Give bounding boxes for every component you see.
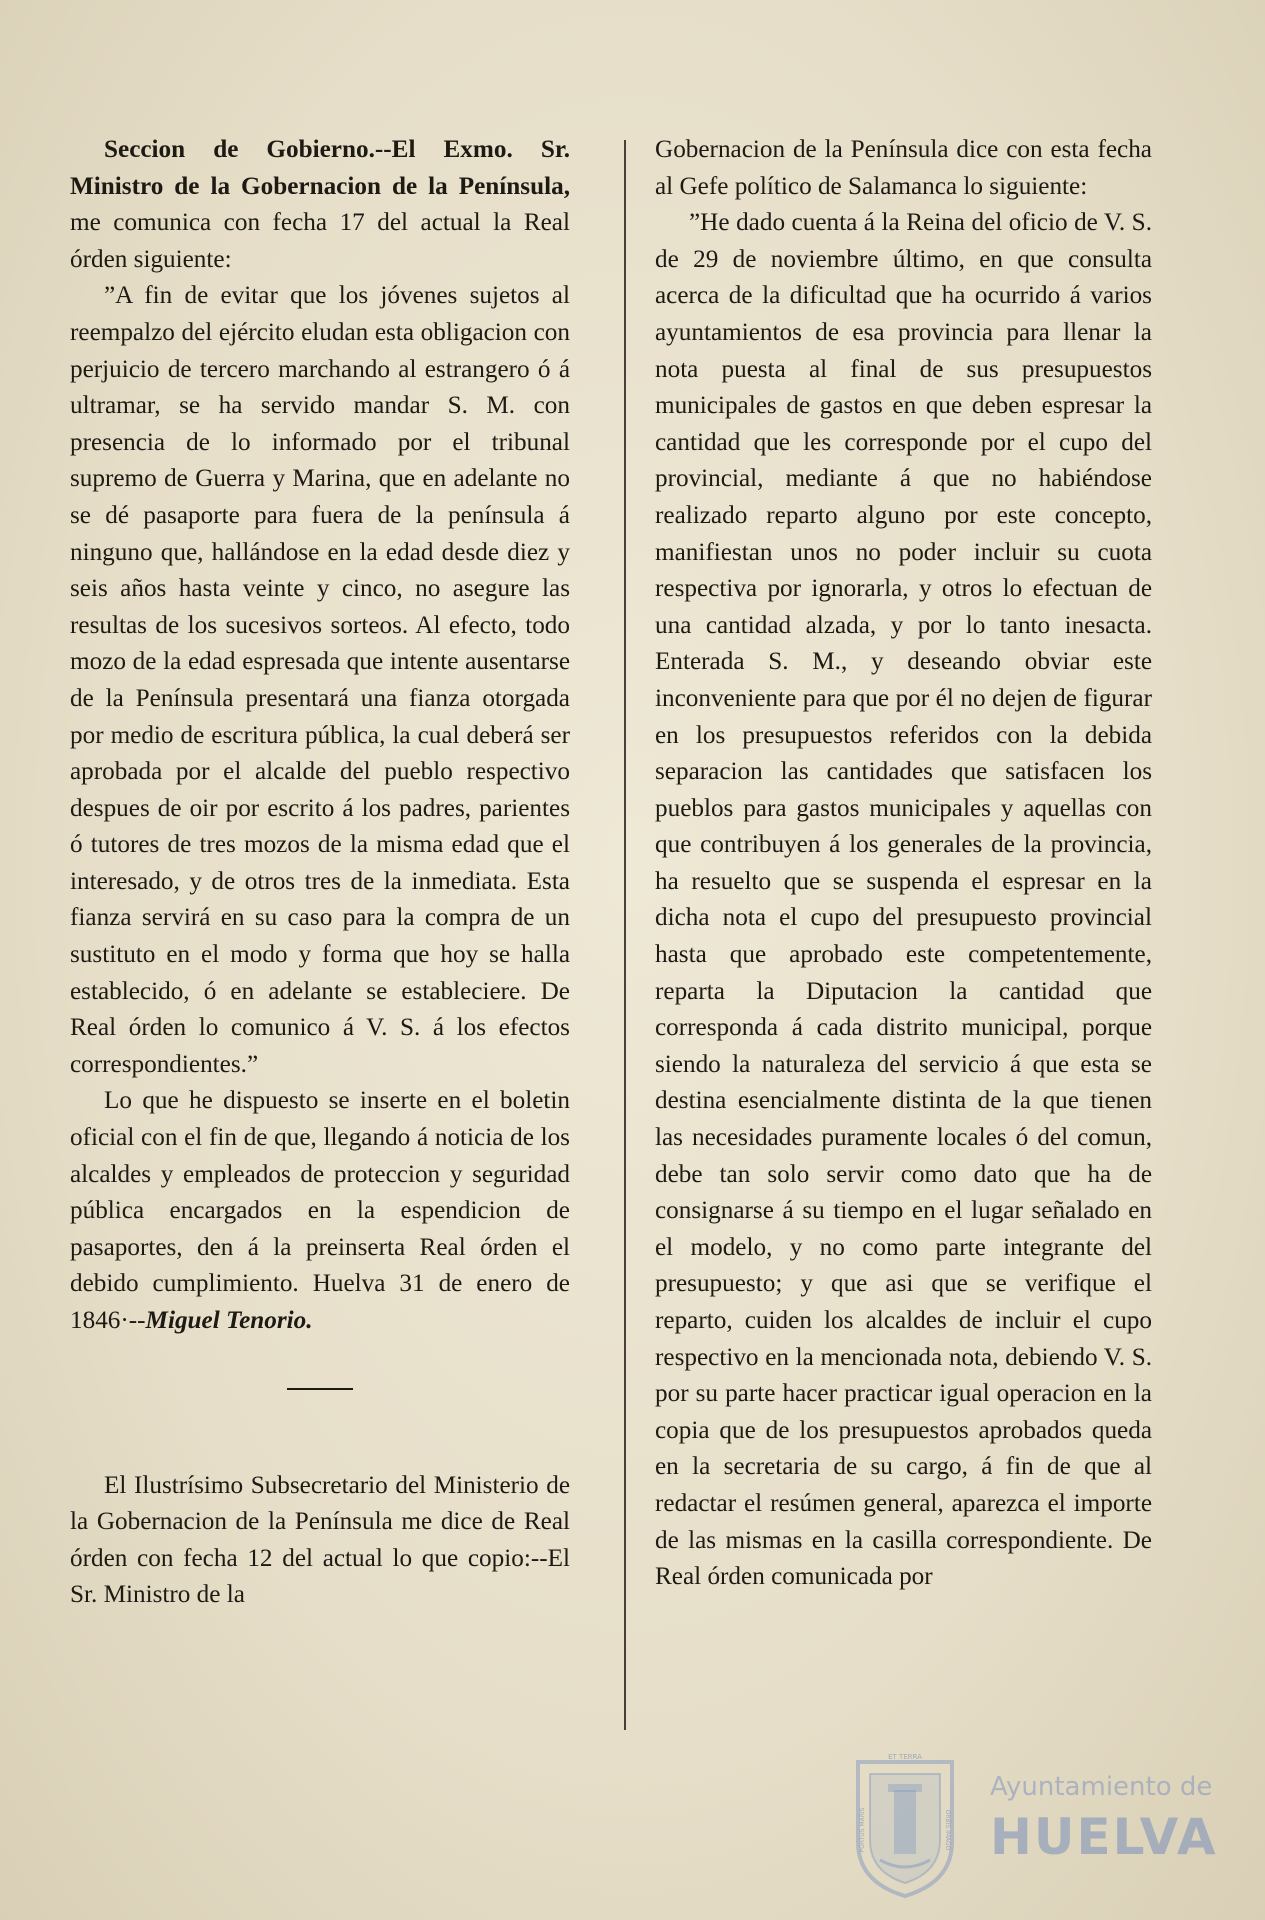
right-column: [655, 132, 1152, 1596]
left-paragraph-1: [70, 132, 570, 278]
huelva-shield-icon: [850, 1750, 960, 1900]
watermark-line-1: Ayuntamiento de: [990, 1772, 1213, 1802]
signature: Miguel Tenorio.: [145, 1307, 313, 1334]
left-paragraph-3-text: Lo que he dispuesto se inserte en el boletin oficial con el fin de que, llegando á noticia de los alcaldes y empleados de proteccion y seguridad pública encargados en la espendicion de pasaportes, den á la preinserta Real órden el debido cumplimiento. Huelva 31 de enero de 1846·--: [70, 1087, 570, 1334]
left-paragraph-4: El Ilustrísimo Subsecretario del Ministerio de la Gobernacion de la Península me dice de Real órden con fecha 12 del actual lo que copio:--El Sr. Ministro de la: [70, 1471, 570, 1609]
section-heading: Seccion de Gobierno.--El Exmo. Sr. Ministro de la Gobernacion de la Península,: [70, 136, 570, 200]
shield-motto-right: ORBIS IMAGO: [944, 1809, 951, 1851]
left-paragraph-3: [70, 1083, 570, 1339]
left-column: [70, 132, 570, 1614]
shield-motto-left: PORTUS MARIS: [859, 1807, 866, 1853]
section-divider: [287, 1388, 353, 1390]
right-paragraph-1: Gobernacion de la Península dice con esta fecha al Gefe político de Salamanca lo siguiente:: [655, 136, 1152, 200]
column-rule: [624, 140, 626, 1730]
right-paragraph-2: ”He dado cuenta á la Reina del oficio de V. S. de 29 de noviembre último, en que consulta acerca de la dificultad que ha ocurrido á varios ayuntamientos de esa provincia para llenar la nota puesta al final de sus presupuestos municipales de gastos en que deben espresar la cantidad que les corresponde por el cupo del provincial, mediante á que no habiéndose realizado reparto alguno por este concepto, manifiestan unos no poder incluir su cuota respectiva por ignorarla, y otros lo efectuan de una cantidad alzada, y por lo tanto inesacta. Enterada S. M., y deseando obviar este inconveniente para que por él no dejen de figurar en los presupuestos referidos con la debida separacion las cantidades que satisfacen los pueblos para gastos municipales y aquellas con que contribuyen á los generales de la provincia, ha resuelto que se suspenda el espresar en la dicha nota el cupo del presupuesto provincial hasta que aprobado este competentemente, reparta la Diputacion la cantidad que corresponda á cada distrito municipal, porque siendo la naturaleza del servicio á que esta se destina esencialmente distinta de la que tienen las necesidades puramente locales ó del comun, debe tan solo servir como dato que ha de consignarse á su tiempo en el lugar señalado en el modelo, y no como parte integrante del presupuesto; y que asi que se verifique el reparto, cuiden los alcaldes de incluir el cupo respectivo en la mencionada nota, debiendo V. S. por su parte hacer practicar igual operacion en la copia que de los presupuestos aprobados queda en la secretaria de su cargo, á fin de que al redactar el resúmen general, aparezca el importe de las mismas en la casilla correspondiente. De Real órden comunicada por: [655, 209, 1152, 1591]
watermark-logo: [850, 1750, 1250, 1900]
shield-motto-top: ET TERRA: [888, 1753, 922, 1761]
left-paragraph-1-rest: me comunica con fecha 17 del actual la Real órden siguiente:: [70, 209, 570, 273]
left-paragraph-2: ”A fin de evitar que los jóvenes sujetos al reempalzo del ejército eludan esta obligacion con perjuicio de tercero marchando al estrangero ó á ultramar, se ha servido mandar S. M. con presencia de lo informado por el tribunal supremo de Guerra y Marina, que en adelante no se dé pasaporte para fuera de la península á ninguno que, hallándose en la edad desde diez y seis años hasta veinte y cinco, no asegure las resultas de los sucesivos sorteos. Al efecto, todo mozo de la edad espresada que intente ausentarse de la Península presentará una fianza otorgada por medio de escritura pública, la cual deberá ser aprobada por el alcalde del pueblo respectivo despues de oir por escrito á los padres, parientes ó tutores de tres mozos de la misma edad que el interesado, y de otros tres de la inmediata. Esta fianza servirá en su caso para la compra de un sustituto en el modo y forma que hoy se halla establecido, ó en adelante se estableciere. De Real órden lo comunico á V. S. á los efectos correspondientes.”: [70, 282, 570, 1078]
watermark-line-2: HUELVA: [990, 1808, 1218, 1866]
